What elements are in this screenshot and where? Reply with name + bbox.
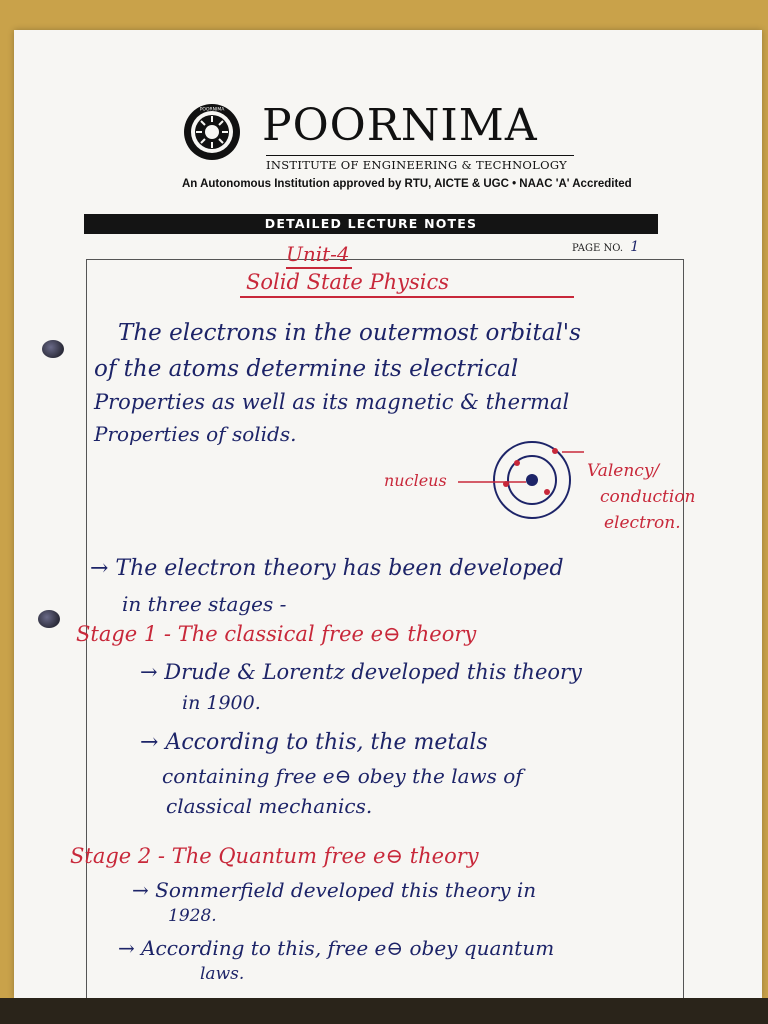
theory-intro-line-2: in three stages -	[122, 592, 287, 616]
electron-label-2: conduction	[600, 487, 696, 507]
punch-hole-bottom	[38, 610, 60, 628]
nucleus-label: nucleus	[384, 471, 447, 490]
stage-1-point-1-line-2: in 1900.	[182, 692, 261, 714]
desk-edge	[0, 998, 768, 1024]
stage-1-point-2-line-3: classical mechanics.	[166, 794, 373, 818]
institute-name: INSTITUTE OF ENGINEERING & TECHNOLOGY	[266, 155, 574, 172]
topic-title: Solid State Physics	[246, 270, 450, 294]
stage-1-point-1-line-1: → Drude & Lorentz developed this theory	[140, 660, 582, 684]
electron-label-3: electron.	[604, 513, 681, 533]
stage-2-point-2-line-2: laws.	[200, 964, 245, 984]
intro-line-2: of the atoms determine its electrical	[94, 356, 519, 382]
page-number-label: PAGE NO.	[572, 243, 624, 254]
intro-line-3: Properties as well as its magnetic & thermal	[94, 390, 570, 414]
stage-1-heading: Stage 1 - The classical free e⊖ theory	[76, 622, 477, 646]
lecture-notes-page	[14, 30, 762, 998]
page-number	[572, 239, 639, 255]
punch-hole-top	[42, 340, 64, 358]
brand-name: POORNIMA	[262, 100, 538, 151]
stage-2-point-1-line-2: 1928.	[168, 906, 217, 926]
valence-electron-dot	[552, 448, 558, 454]
page-number-value: 1	[630, 239, 640, 255]
unit-underline	[286, 267, 352, 269]
detailed-lecture-notes-banner: DETAILED LECTURE NOTES	[84, 214, 658, 234]
theory-intro-line-1: → The electron theory has been developed	[90, 556, 564, 581]
intro-line-4: Properties of solids.	[94, 422, 297, 446]
college-logo	[182, 102, 242, 162]
electron-dot	[544, 489, 550, 495]
electron-dot	[514, 460, 520, 466]
stage-1-point-2-line-2: containing free e⊖ obey the laws of	[162, 764, 523, 788]
stage-2-point-1-line-1: → Sommerfield developed this theory in	[132, 878, 537, 902]
nucleus-dot	[526, 474, 538, 486]
logo-text: POORNIMA	[199, 107, 225, 113]
accreditation-line: An Autonomous Institution approved by RTU, AICTE & UGC • NAAC 'A' Accredited	[182, 178, 632, 190]
title-underline	[240, 296, 574, 298]
stage-2-heading: Stage 2 - The Quantum free e⊖ theory	[70, 844, 479, 868]
intro-line-1: The electrons in the outermost orbital's	[118, 320, 581, 346]
atom-diagram	[354, 430, 754, 540]
unit-heading: Unit-4	[286, 242, 350, 266]
stage-2-point-2-line-1: → According to this, free e⊖ obey quantum	[118, 936, 555, 960]
stage-1-point-2-line-1: → According to this, the metals	[140, 730, 488, 755]
electron-label-1: Valency/	[587, 461, 660, 481]
